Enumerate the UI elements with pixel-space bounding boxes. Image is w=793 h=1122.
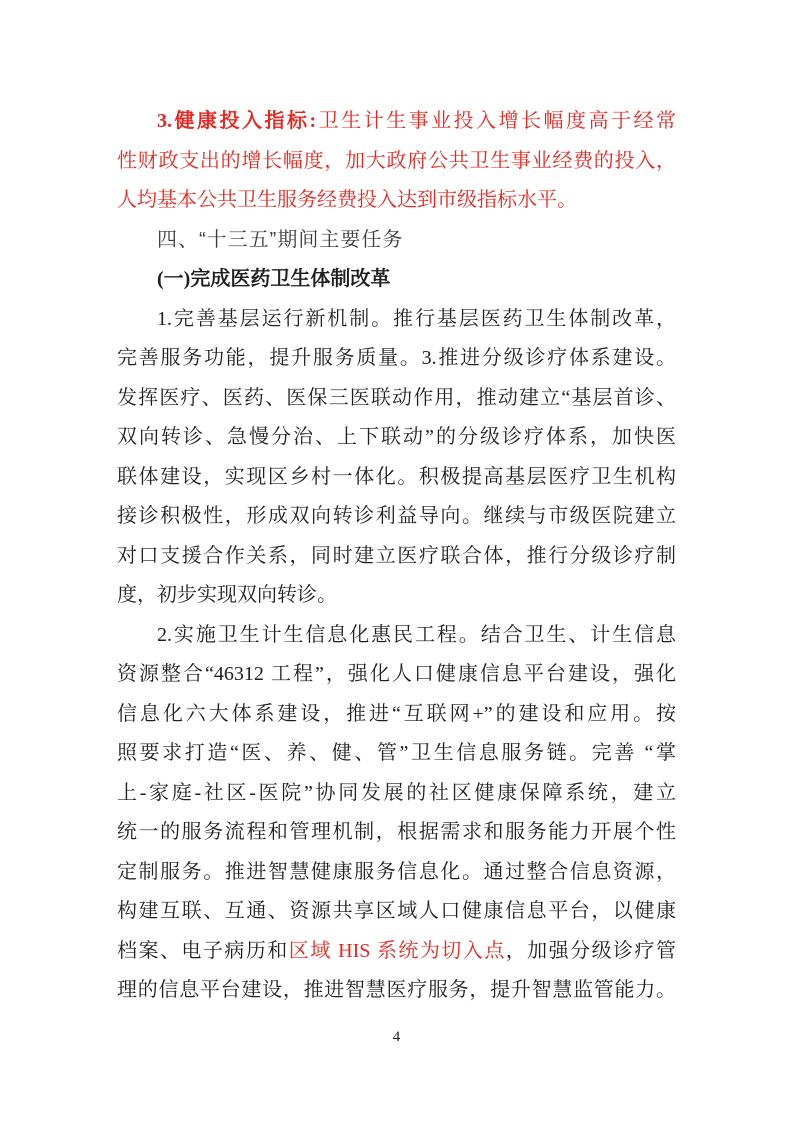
paragraph1-line-6: 接诊积极性，形成双向转诊利益导向。继续与市级医院建立 bbox=[117, 505, 676, 527]
paragraph2-line-8: 构建互联、互通、资源共享区域人口健康信息平台，以健康 bbox=[117, 900, 676, 922]
paragraph1-line-7: 对口支援合作关系，同时建立医疗联合体，推行分级诊疗制 bbox=[117, 544, 676, 567]
paragraph1-line-1: 1.完善基层运行新机制。推行基层医药卫生体制改革， bbox=[157, 307, 676, 330]
paragraph1-line-5: 联体建设，实现区乡村一体化。积极提高基层医疗卫生机构 bbox=[117, 465, 676, 488]
red-paragraph-line-3: 人均基本公共卫生服务经费投入达到市级指标水平。 bbox=[117, 189, 577, 211]
body-text: 档案、电子病历和 bbox=[117, 939, 289, 962]
red-bold-label: 3.健康投入指标: bbox=[157, 110, 317, 132]
page-number: 4 bbox=[392, 1028, 401, 1045]
red-text: 卫生计生事业投入增长幅度高于经常 bbox=[316, 110, 676, 132]
paragraph1-line-3: 发挥医疗、医药、医保三医联动作用，推动建立“基层首诊、 bbox=[117, 386, 676, 409]
paragraph2-line-10: 理的信息平台建设，推进智慧医疗服务，提升智慧监管能力。 bbox=[117, 979, 676, 1001]
sub-section-heading: (一)完成医药卫生体制改革 bbox=[157, 268, 391, 290]
paragraph2-line-7: 定制服务。推进智慧健康服务信息化。通过整合信息资源， bbox=[117, 860, 676, 883]
paragraph1-line-2: 完善服务功能，提升服务质量。3.推进分级诊疗体系建设。 bbox=[117, 347, 676, 369]
paragraph2-line-9 bbox=[117, 932, 676, 972]
paragraph2-line-2: 资源整合“46312 工程”，强化人口健康信息平台建设，强化 bbox=[117, 663, 676, 685]
paragraph1-line-8: 度，初步实现双向转诊。 bbox=[117, 584, 337, 606]
highlighted-red-text: 区域 HIS 系统为切入点 bbox=[288, 939, 506, 962]
paragraph2-line-4: 照要求打造“医、养、健、管”卫生信息服务链。完善 “掌 bbox=[117, 742, 676, 764]
red-paragraph-line-2: 性财政支出的增长幅度，加大政府公共卫生事业经费的投入， bbox=[117, 149, 676, 172]
paragraph1-line-4: 双向转诊、急慢分治、上下联动”的分级诊疗体系，加快医 bbox=[117, 426, 676, 448]
paragraph2-line-3: 信息化六大体系建设，推进“互联网+”的建设和应用。按 bbox=[117, 702, 676, 725]
section-heading: 四、“十三五”期间主要任务 bbox=[157, 228, 404, 251]
red-paragraph-line-1 bbox=[117, 102, 676, 142]
paragraph2-line-6: 统一的服务流程和管理机制，根据需求和服务能力开展个性 bbox=[117, 821, 676, 843]
paragraph2-line-1: 2.实施卫生计生信息化惠民工程。结合卫生、计生信息 bbox=[157, 623, 676, 646]
body-text: ，加强分级诊疗管 bbox=[505, 939, 676, 962]
paragraph2-line-5: 上-家庭-社区-医院”协同发展的社区健康保障系统，建立 bbox=[117, 781, 676, 804]
